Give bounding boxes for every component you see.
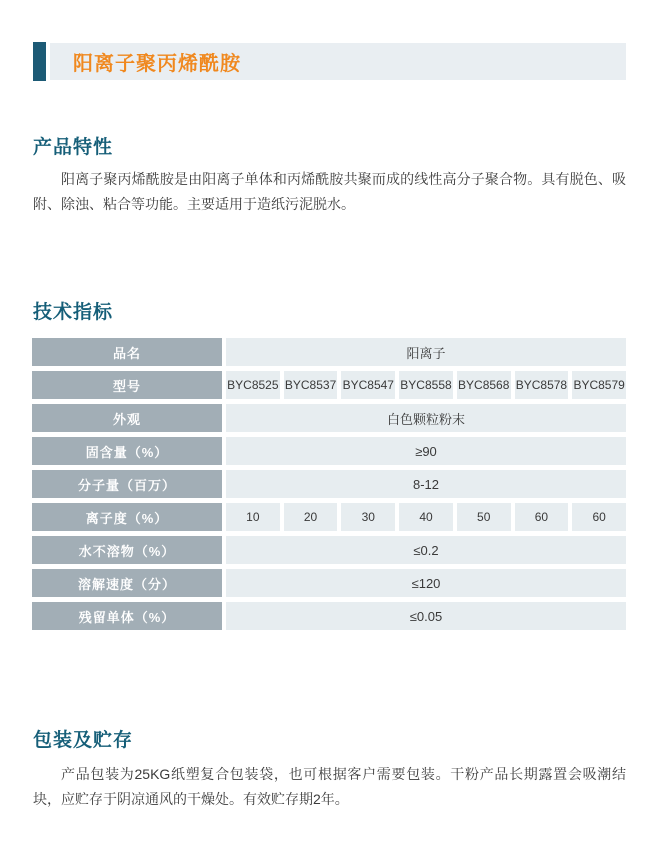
- label-appearance: 外观: [32, 404, 222, 432]
- header-accent-block: [33, 42, 46, 81]
- spec-table: [32, 338, 626, 630]
- cell-model-0: BYC8525: [226, 371, 280, 399]
- cell-ionic-degree-4: 50: [457, 503, 511, 531]
- value-residual-monomer: ≤0.05: [226, 602, 626, 630]
- label-dissolution-time: 溶解速度（分）: [32, 569, 222, 597]
- label-solid-content: 固含量（%）: [32, 437, 222, 465]
- cell-ionic-degree-6: 60: [572, 503, 626, 531]
- header-title-bar: [50, 43, 626, 80]
- label-product-name: 品名: [32, 338, 222, 366]
- value-dissolution-time: ≤120: [226, 569, 626, 597]
- label-water-insoluble: 水不溶物（%）: [32, 536, 222, 564]
- label-molecular-weight: 分子量（百万）: [32, 470, 222, 498]
- cell-model-3: BYC8558: [399, 371, 453, 399]
- value-water-insoluble: ≤0.2: [226, 536, 626, 564]
- label-residual-monomer: 残留单体（%）: [32, 602, 222, 630]
- page-title: 阳离子聚丙烯酰胺: [73, 53, 241, 75]
- label-model: 型号: [32, 371, 222, 399]
- section-heading-packaging: 包装及贮存: [33, 730, 134, 751]
- page-header: [0, 42, 658, 81]
- cell-ionic-degree-5: 60: [515, 503, 569, 531]
- cell-model-4: BYC8568: [457, 371, 511, 399]
- value-appearance: 白色颗粒粉末: [226, 404, 626, 432]
- section-heading-specs: 技术指标: [33, 302, 114, 323]
- cell-ionic-degree-3: 40: [399, 503, 453, 531]
- value-product-name: 阳离子: [226, 338, 626, 366]
- cell-model-2: BYC8547: [341, 371, 395, 399]
- value-solid-content: ≥90: [226, 437, 626, 465]
- cell-ionic-degree-2: 30: [341, 503, 395, 531]
- cell-model-1: BYC8537: [284, 371, 338, 399]
- cell-ionic-degree-0: 10: [226, 503, 280, 531]
- cell-model-6: BYC8579: [572, 371, 626, 399]
- cell-ionic-degree-1: 20: [284, 503, 338, 531]
- cell-model-5: BYC8578: [515, 371, 569, 399]
- features-paragraph: 阳离子聚丙烯酰胺是由阳离子单体和丙烯酰胺共聚而成的线性高分子聚合物。具有脱色、吸附、除浊、粘合等功能。主要适用于造纸污泥脱水。: [33, 171, 626, 212]
- packaging-paragraph: 产品包装为25KG纸塑复合包装袋，也可根据客户需要包装。干粉产品长期露置会吸潮结块，应贮存于阴凉通风的干燥处。有效贮存期2年。: [33, 766, 626, 807]
- value-molecular-weight: 8-12: [226, 470, 626, 498]
- label-ionic-degree: 离子度（%）: [32, 503, 222, 531]
- section-heading-features: 产品特性: [33, 137, 114, 158]
